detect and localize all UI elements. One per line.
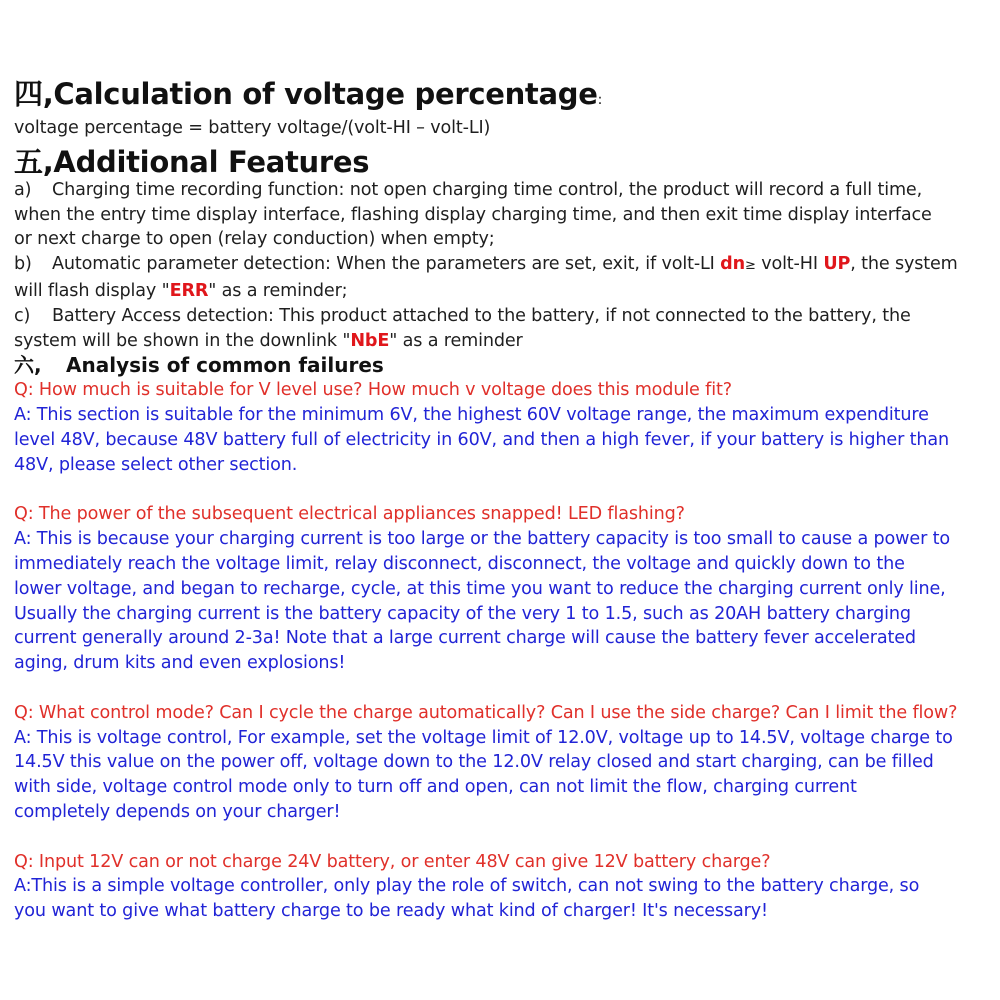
question-4: Q: Input 12V can or not charge 24V battery, or enter 48V can give 12V battery charge? (14, 851, 771, 872)
section-4-title: ,Calculation of voltage percentage (42, 77, 598, 111)
section-5-heading (14, 146, 994, 178)
feature-a-text: Charging time recording function: not open charging time control, the product will record a full time, (52, 179, 923, 200)
question-2: Q: The power of the subsequent electrical appliances snapped! LED flashing? (14, 504, 685, 525)
feature-c-text-2: system will be shown in the downlink " (14, 330, 351, 351)
feature-c-line-2 (14, 329, 994, 354)
answer-4-line-1: A:This is a simple voltage controller, only play the role of switch, can not swing to the battery charge, so (14, 876, 920, 897)
spacer (14, 676, 994, 701)
feature-b-line-1 (14, 252, 994, 279)
section-5-number: 五 (14, 144, 43, 179)
answer-1-line-3: 48V, please select other section. (14, 454, 298, 475)
answer-2-line-5: current generally around 2-3a! Note that a large current charge will cause the battery fever accelerated (14, 628, 916, 649)
answer-3-line-4: completely depends on your charger! (14, 801, 341, 822)
answer-2-line-3: lower voltage, and began to recharge, cycle, at this time you want to reduce the charging current only line, (14, 578, 946, 599)
feature-c-text: Battery Access detection: This product attached to the battery, if not connected to the battery, the (52, 305, 911, 326)
feature-a-label: a) (14, 179, 32, 200)
answer-3-line-1: A: This is voltage control, For example, set the voltage limit of 12.0V, voltage up to 14.5V, voltage charge to (14, 727, 953, 748)
feature-b-text-5: " as a reminder; (208, 280, 348, 301)
section-6-title: Analysis of common failures (66, 353, 384, 378)
formula-line: voltage percentage = battery voltage/(volt-HI – volt-LI) (14, 118, 491, 138)
feature-c-line-1 (14, 304, 994, 329)
answer-4-line-2: you want to give what battery charge to be ready what kind of charger! It's necessary! (14, 901, 768, 922)
question-3: Q: What control mode? Can I cycle the charge automatically? Can I use the side charge? Can I limit the flow? (14, 702, 958, 723)
dn-code: dn (720, 254, 745, 275)
answer-2-line-2: immediately reach the voltage limit, relay disconnect, disconnect, the voltage and quickly down to the (14, 553, 905, 574)
feature-c-label: c) (14, 305, 31, 326)
feature-b-text: Automatic parameter detection: When the parameters are set, exit, if volt-LI (52, 254, 721, 275)
nbe-code: NbE (350, 330, 390, 351)
document-content (14, 78, 994, 924)
feature-b-line-2 (14, 279, 994, 304)
feature-b-text-4: will flash display " (14, 280, 170, 301)
answer-1-line-1: A: This section is suitable for the minimum 6V, the highest 60V voltage range, the maximum expenditure (14, 405, 929, 426)
answer-2-line-4: Usually the charging current is the battery capacity of the very 1 to 1.5, such as 20AH battery charging (14, 603, 911, 624)
section-6-heading (14, 353, 994, 378)
spacer (14, 825, 994, 850)
answer-3-line-2: 14.5V this value on the power off, voltage down to the 12.0V relay closed and start charging, can be filled (14, 752, 934, 773)
answer-3-line-3: with side, voltage control mode only to turn off and open, can not limit the flow, charging current (14, 777, 857, 798)
section-6-number: 六, (14, 353, 42, 378)
question-1: Q: How much is suitable for V level use? How much v voltage does this module fit? (14, 380, 732, 401)
up-code: UP (823, 254, 851, 275)
feature-b-text-3: , the system (850, 254, 958, 275)
feature-c-text-3: " as a reminder (389, 330, 523, 351)
feature-a-line-3: or next charge to open (relay conduction) when empty; (14, 229, 495, 250)
feature-b-text-2: volt-HI (755, 254, 824, 275)
feature-a-line-1 (14, 178, 994, 203)
feature-a-line-2: when the entry time display interface, flashing display charging time, and then exit time display interface (14, 204, 932, 225)
section-4-colon: : (597, 92, 603, 108)
section-4-heading (14, 78, 994, 116)
feature-b-label: b) (14, 254, 32, 275)
answer-2-line-1: A: This is because your charging current is too large or the battery capacity is too small to cause a power to (14, 529, 950, 550)
section-4-number: 四 (14, 77, 43, 111)
err-code: ERR (169, 280, 209, 301)
answer-1-line-2: level 48V, because 48V battery full of electricity in 60V, and then a high fever, if your battery is higher than (14, 429, 950, 450)
spacer (14, 478, 994, 503)
answer-2-line-6: aging, drum kits and even explosions! (14, 653, 346, 674)
ge-symbol: ≥ (745, 258, 756, 274)
section-5-title: ,Additional Features (42, 144, 370, 179)
